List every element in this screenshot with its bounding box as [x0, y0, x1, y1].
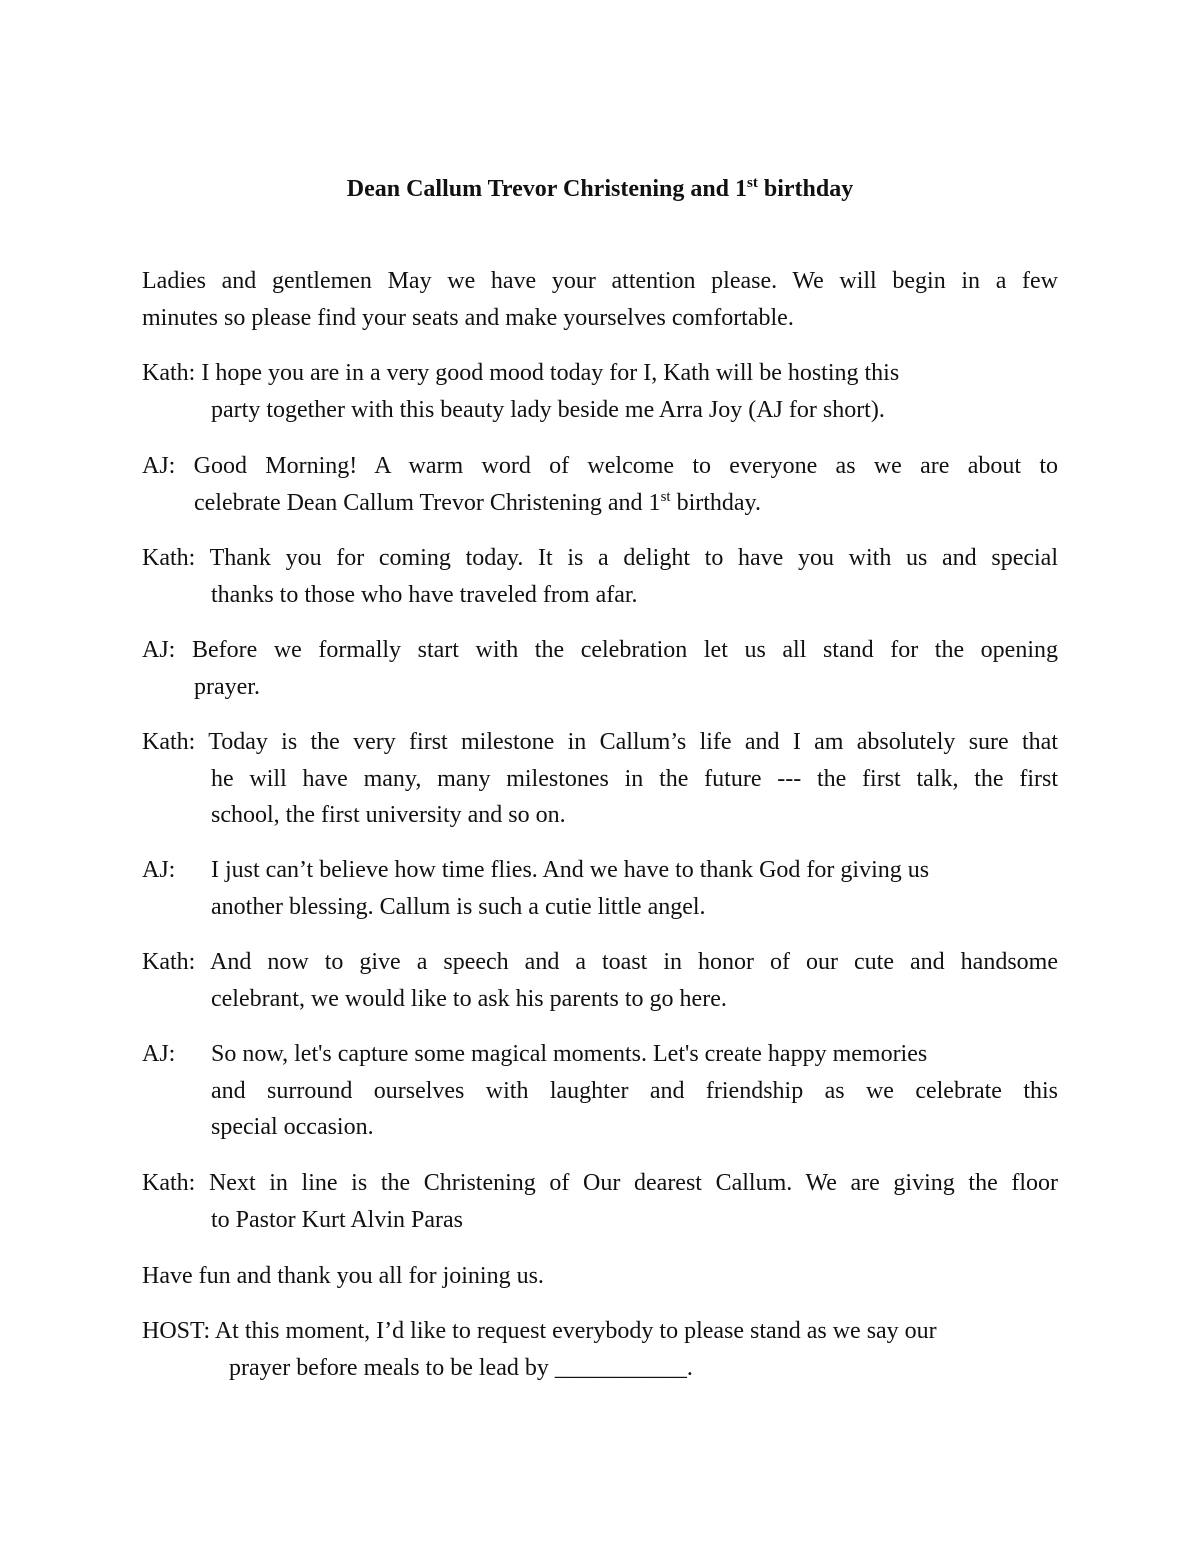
document-title	[0, 171, 1200, 207]
dialogue-kath-4	[142, 944, 1058, 1017]
dialogue-line: And now to give a speech and a toast in honor of our cute and handsome	[210, 949, 1058, 975]
speaker-label: AJ:	[142, 857, 176, 883]
intro-line-1: Ladies and gentlemen May we have your attention please. We will begin in a few	[142, 268, 1058, 294]
title-main: Dean Callum Trevor Christening and 1	[346, 176, 748, 202]
dialogue-text: birthday.	[670, 489, 761, 516]
ordinal-suffix: st	[660, 488, 671, 505]
dialogue-line: celebrant, we would like to ask his parents to go here.	[211, 985, 727, 1012]
speaker-label: AJ:	[142, 1041, 176, 1067]
dialogue-line: thanks to those who have traveled from afar.	[211, 581, 638, 608]
title-ordinal-suffix: st	[747, 175, 758, 191]
speaker-label: AJ:	[142, 453, 176, 479]
closing-paragraph	[142, 1258, 1058, 1295]
dialogue-line	[142, 485, 1058, 522]
dialogue-line: and surround ourselves with laughter and friendship as we celebrate this	[211, 1077, 1058, 1104]
speaker-label: HOST:	[142, 1318, 211, 1344]
dialogue-line: Next in line is the Christening of Our dearest Callum. We are giving the floor	[208, 1170, 1059, 1196]
title-tail: birthday	[757, 176, 854, 202]
speaker-label: Kath:	[142, 360, 196, 386]
dialogue-line: Good Morning! A warm word of welcome to everyone as we are about to	[193, 453, 1059, 479]
dialogue-line: I just can’t believe how time flies. And we have to thank God for giving us	[211, 857, 930, 883]
dialogue-aj-2	[142, 632, 1058, 705]
speaker-label: Kath:	[142, 729, 196, 755]
dialogue-line: Today is the very first milestone in Callum’s life and I am absolutely sure that	[208, 729, 1058, 755]
speaker-label: Kath:	[142, 949, 196, 975]
dialogue-kath-5	[142, 1165, 1058, 1238]
dialogue-line: At this moment, I’d like to request everybody to please stand as we say our	[214, 1318, 937, 1344]
dialogue-line: special occasion.	[211, 1114, 374, 1140]
closing-line: Have fun and thank you all for joining us.	[142, 1263, 544, 1289]
dialogue-host	[142, 1313, 1058, 1386]
speaker-label: Kath:	[142, 1170, 196, 1196]
dialogue-text: celebrate Dean Callum Trevor Christening and 1	[194, 489, 661, 516]
dialogue-line: Thank you for coming today. It is a delight to have you with us and special	[209, 545, 1058, 571]
speaker-label: AJ:	[142, 637, 176, 663]
dialogue-aj-1	[142, 448, 1058, 521]
intro-paragraph	[142, 263, 1058, 336]
speaker-label: Kath:	[142, 545, 196, 571]
dialogue-line: Before we formally start with the celebration let us all stand for the opening	[191, 637, 1059, 663]
dialogue-line: to Pastor Kurt Alvin Paras	[211, 1206, 463, 1233]
dialogue-line: another blessing. Callum is such a cutie little angel.	[211, 893, 706, 920]
dialogue-kath-2	[142, 540, 1058, 613]
dialogue-line: I hope you are in a very good mood today for I, Kath will be hosting this	[201, 360, 900, 386]
dialogue-aj-3	[142, 852, 1058, 925]
dialogue-line: So now, let's capture some magical moments. Let's create happy memories	[211, 1041, 928, 1067]
dialogue-line: party together with this beauty lady beside me Arra Joy (AJ for short).	[211, 396, 885, 423]
dialogue-line: school, the first university and so on.	[211, 802, 566, 828]
dialogue-line: prayer.	[194, 673, 260, 700]
intro-line-2: minutes so please find your seats and make yourselves comfortable.	[142, 304, 794, 331]
dialogue-kath-3	[142, 724, 1058, 834]
dialogue-aj-4	[142, 1036, 1058, 1146]
dialogue-kath-1	[142, 355, 1058, 428]
dialogue-line: he will have many, many milestones in the future --- the first talk, the first	[211, 765, 1058, 792]
dialogue-line: prayer before meals to be lead by ___________.	[229, 1354, 693, 1381]
